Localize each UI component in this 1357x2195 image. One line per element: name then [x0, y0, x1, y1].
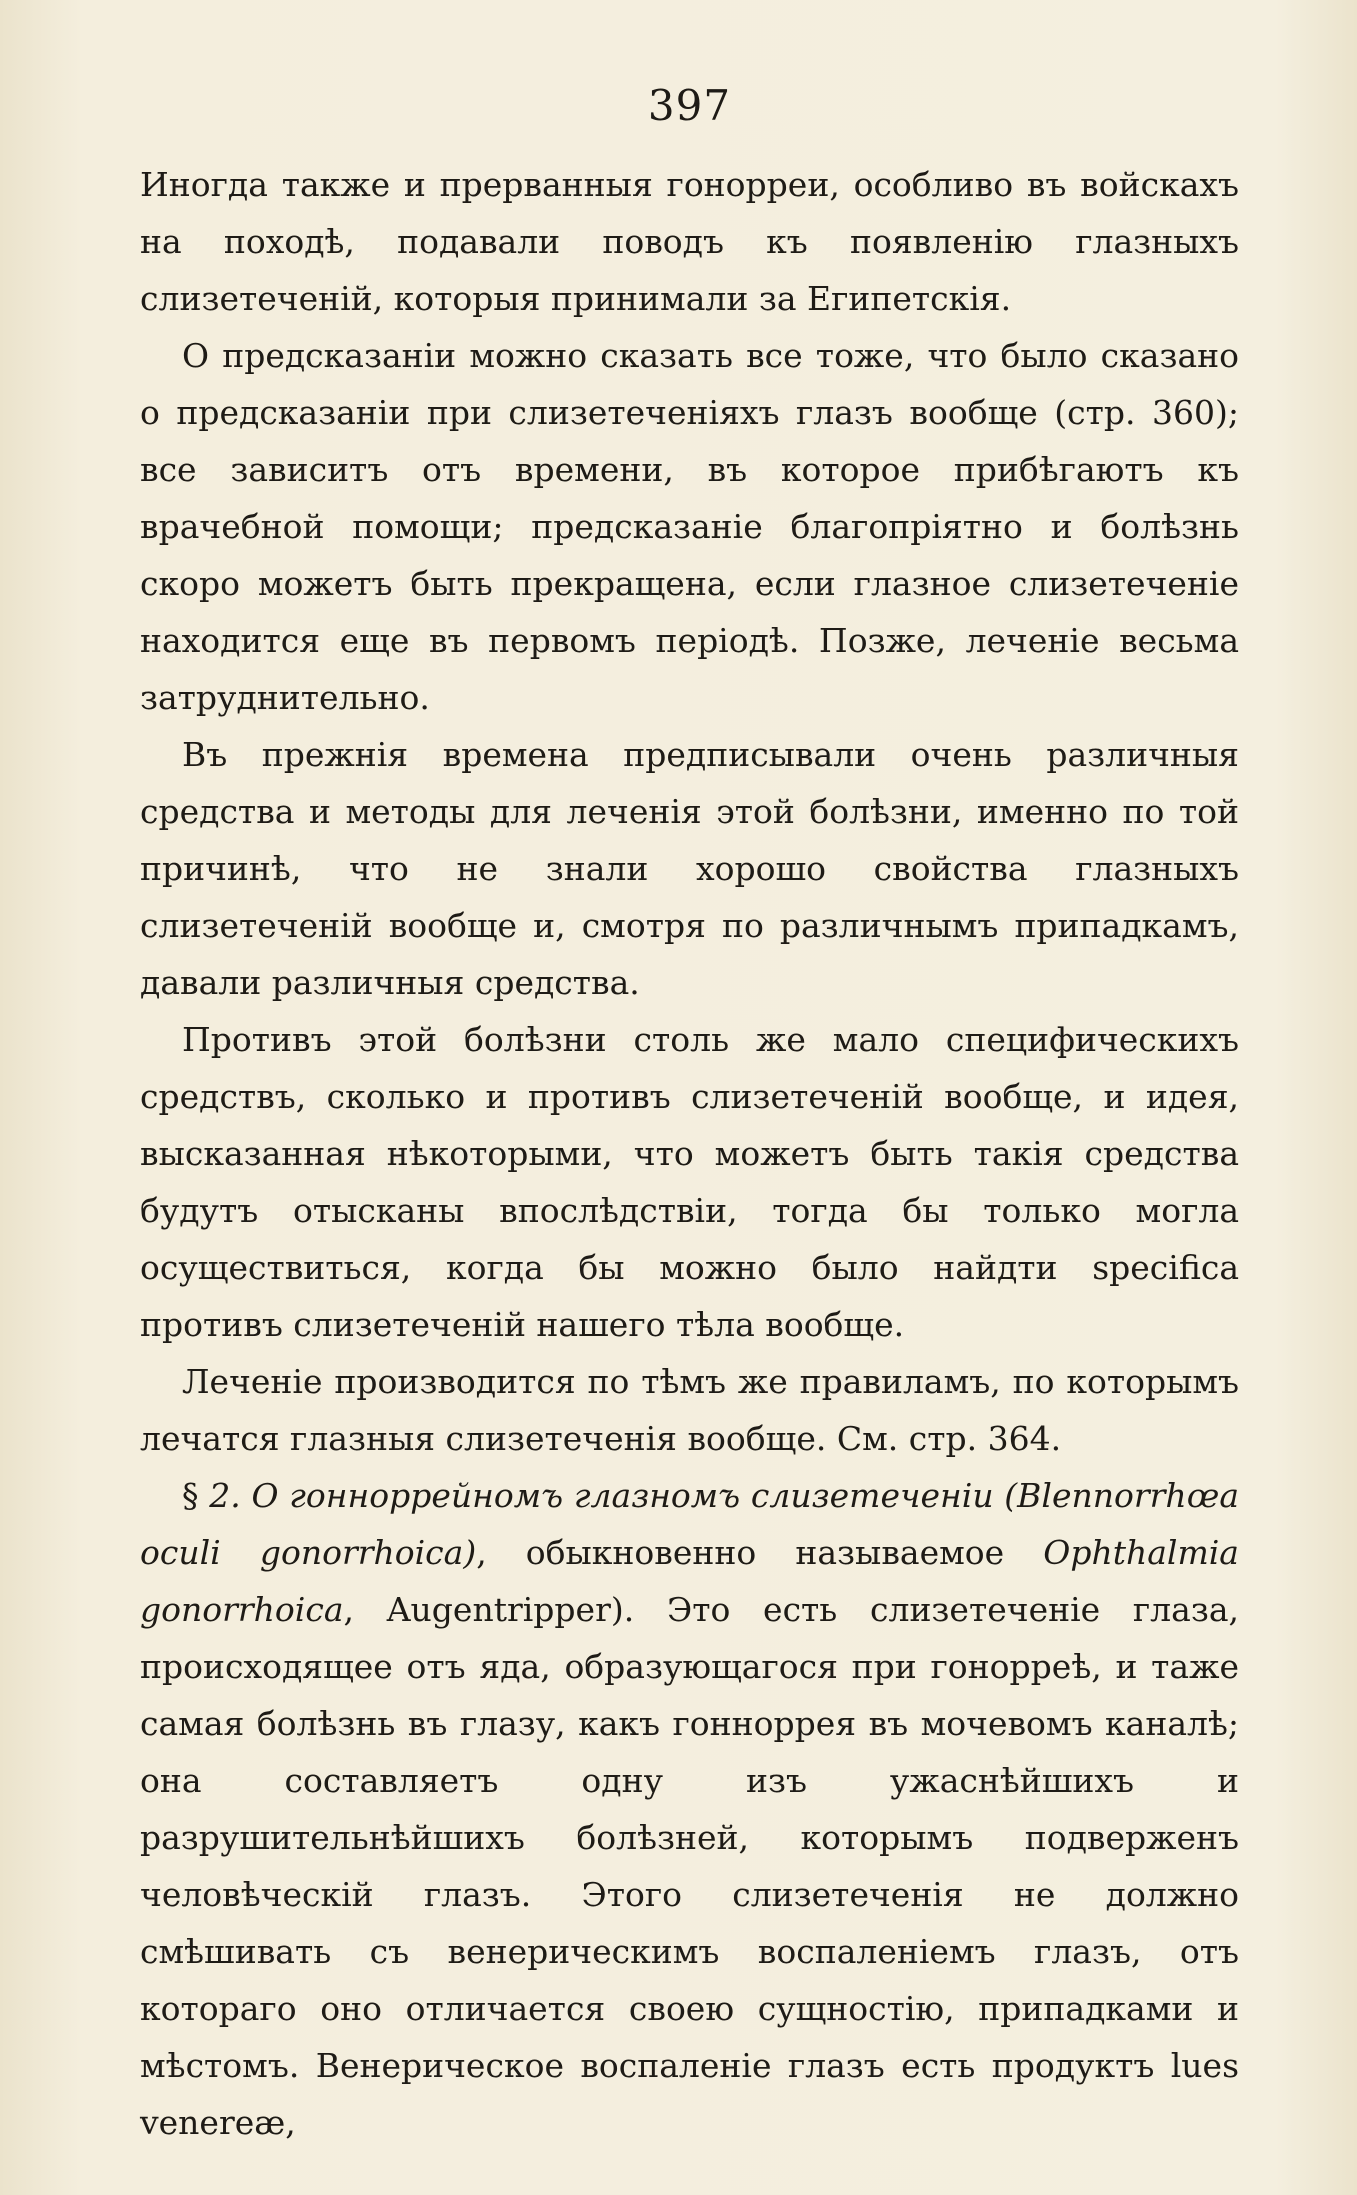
text-run: Въ прежнія времена предписывали очень различныя средства и методы для леченія этой болѣзни, именно по той причинѣ, что не знали хорошо свойства глазныхъ слизетеченій вообще и, смотря по различнымъ припадкамъ, давали различныя средства. [140, 735, 1239, 1002]
page-number: 397 [647, 81, 732, 130]
italic-text-run: Ophthalmia gonorrhoica [140, 1533, 1239, 1629]
italic-text-run: 2. О гонноррейномъ глазномъ слизетеченіи (Blennorrhœa oculi gonorrhoica) [140, 1476, 1239, 1572]
paragraph [140, 1011, 1239, 1353]
text-run: § [182, 1476, 210, 1515]
paragraph [140, 1353, 1239, 1467]
text-run: Противъ этой болѣзни столь же мало специфическихъ средствъ, сколько и противъ слизетеченій вообще, и идея, высказанная нѣкоторыми, что можетъ быть такія средства будутъ отысканы впослѣдствіи, тогда бы только могла осуществиться, когда бы можно было найдти specifica противъ слизетеченій нашего тѣла вообще. [140, 1020, 1239, 1344]
paragraph [140, 1467, 1239, 2151]
text-run: Иногда также и прерванныя гонорреи, особливо въ войскахъ на походѣ, подавали поводъ къ появленію глазныхъ слизетеченій, которыя принимали за Египетскія. [140, 165, 1239, 318]
paragraph [140, 726, 1239, 1011]
paragraph [140, 156, 1239, 327]
body-text [140, 156, 1239, 2151]
text-run: О предсказаніи можно сказать все тоже, что было сказано о предсказаніи при слизетеченіяхъ глазъ вообще (стр. 360); все зависитъ отъ времени, въ которое прибѣгаютъ къ врачебной помощи; предсказаніе благопріятно и болѣзнь скоро можетъ быть прекращена, если глазное слизетеченіе находится еще въ первомъ періодѣ. Позже, леченіе весьма затруднительно. [140, 336, 1239, 717]
text-run: Леченіе производится по тѣмъ же правиламъ, по которымъ лечатся глазныя слизетеченія вообще. См. стр. 364. [140, 1362, 1239, 1458]
text-run: , обыкновенно называемое [476, 1533, 1044, 1572]
paragraph [140, 327, 1239, 726]
text-run: , Augentripper). Это есть слизетеченіе глаза, происходящее отъ яда, образующагося при гонорреѣ, и таже самая болѣзнь въ глазу, какъ гонноррея въ мочевомъ каналѣ; она составляетъ одну изъ ужаснѣйшихъ и разрушительнѣйшихъ болѣзней, которымъ подверженъ человѣческій глазъ. Этого слизетеченія не должно смѣшивать съ венерическимъ воспаленіемъ глазъ, отъ котораго оно отличается своею сущностію, припадками и мѣстомъ. Венерическое воспаленіе глазъ есть продуктъ lues venereæ, [140, 1590, 1239, 2142]
